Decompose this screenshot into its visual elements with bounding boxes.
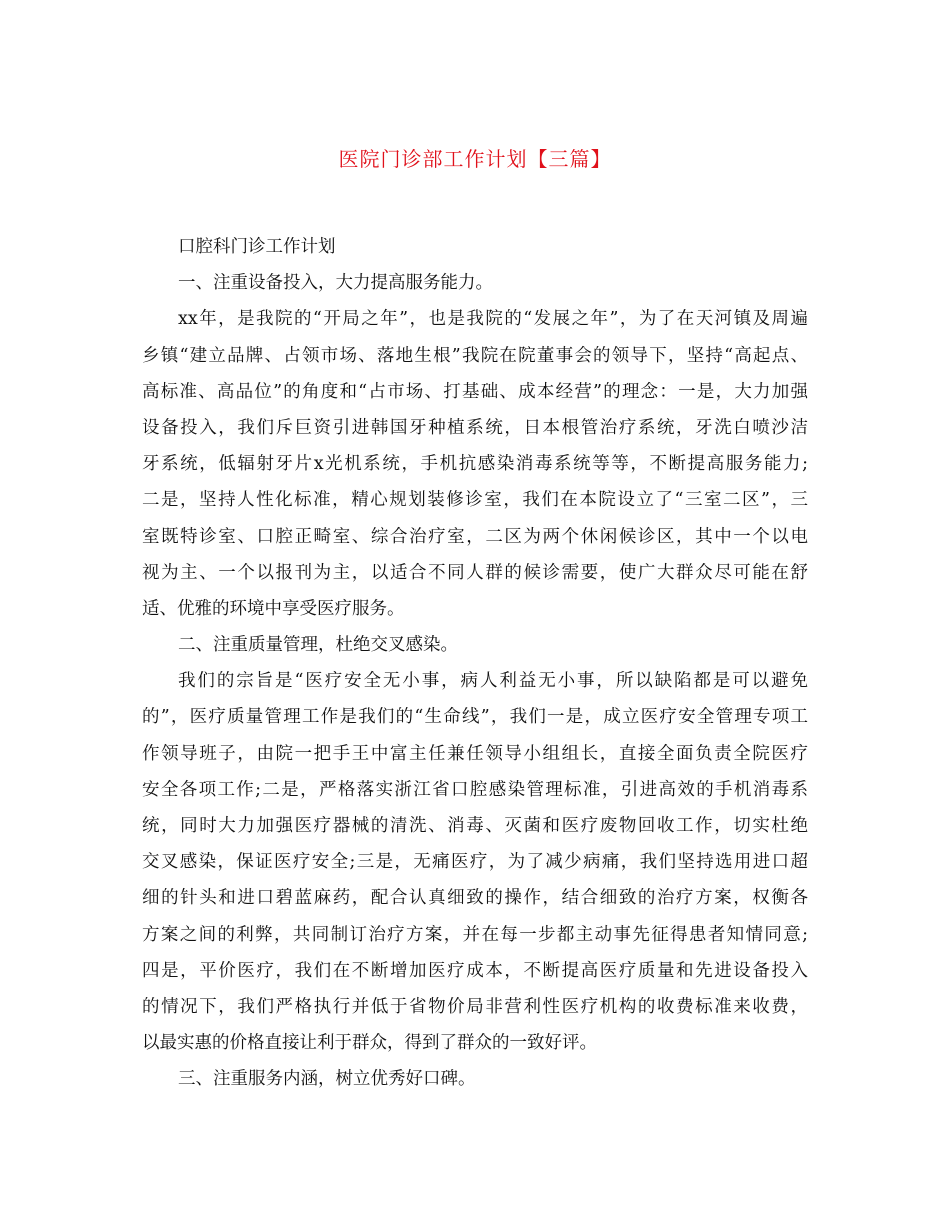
section-heading: 一、注重设备投入，大力提高服务能力。 xyxy=(178,273,493,294)
paragraph-line: 我们的宗旨是“医疗安全无小事，病人利益无小事，所以缺陷都是可以避免 xyxy=(178,671,808,692)
paragraph-line: xx年，是我院的“开局之年”，也是我院的“发展之年”，为了在天河镇及周遍 xyxy=(178,309,808,330)
paragraph-line: 细的针头和进口碧蓝麻药，配合认真细致的操作，结合细致的治疗方案，权衡各 xyxy=(142,888,808,909)
paragraph-line: 的”，医疗质量管理工作是我们的“生命线”，我们一是，成立医疗安全管理专项工 xyxy=(142,707,808,728)
paragraph-line: 二是，坚持人性化标准，精心规划装修诊室，我们在本院设立了“三室二区”，三 xyxy=(142,490,808,511)
paragraph-line: 统，同时大力加强医疗器械的清洗、消毒、灭菌和医疗废物回收工作，切实杜绝 xyxy=(142,816,808,836)
section-heading: 口腔科门诊工作计划 xyxy=(178,237,336,257)
paragraph-line: 以最实惠的价格直接让利于群众，得到了群众的一致好评。 xyxy=(142,1033,597,1054)
paragraph-line: 设备投入，我们斥巨资引进韩国牙种植系统，日本根管治疗系统，牙洗白喷沙洁 xyxy=(142,417,808,438)
document-title: 医院门诊部工作计划【三篇】 xyxy=(338,147,612,171)
paragraph-line: 的情况下，我们严格执行并低于省物价局非营利性医疗机构的收费标准来收费， xyxy=(142,996,808,1017)
paragraph-line: 方案之间的利弊，共同制订治疗方案，并在每一步都主动事先征得患者知情同意; xyxy=(142,924,808,945)
paragraph-line: 高标准、高品位”的角度和“占市场、打基础、成本经营”的理念：一是，大力加强 xyxy=(142,381,808,402)
paragraph-line: 室既特诊室、口腔正畸室、综合治疗室，二区为两个休闲候诊区，其中一个以电 xyxy=(142,526,808,547)
paragraph-line: 乡镇“建立品牌、占领市场、落地生根”我院在院董事会的领导下，坚持“高起点、 xyxy=(142,345,808,366)
paragraph-line: 视为主、一个以报刊为主，以适合不同人群的候诊需要，使广大群众尽可能在舒 xyxy=(142,562,808,583)
paragraph-line: 安全各项工作;二是，严格落实浙江省口腔感染管理标准，引进高效的手机消毒系 xyxy=(142,779,808,800)
paragraph-line: 牙系统，低辐射牙片x光机系统，手机抗感染消毒系统等等，不断提高服务能力; xyxy=(142,454,808,475)
section-heading: 二、注重质量管理，杜绝交叉感染。 xyxy=(178,635,458,656)
paragraph-line: 作领导班子，由院一把手王中富主任兼任领导小组组长，直接全面负责全院医疗 xyxy=(142,743,808,764)
paragraph-line: 四是，平价医疗，我们在不断增加医疗成本，不断提高医疗质量和先进设备投入 xyxy=(142,960,808,981)
paragraph-line: 适、优雅的环境中享受医疗服务。 xyxy=(142,598,405,619)
document-body xyxy=(142,229,808,1098)
section-heading: 三、注重服务内涵，树立优秀好口碑。 xyxy=(178,1069,476,1090)
paragraph-line: 交叉感染，保证医疗安全;三是，无痛医疗，为了减少病痛，我们坚持选用进口超 xyxy=(142,852,808,873)
